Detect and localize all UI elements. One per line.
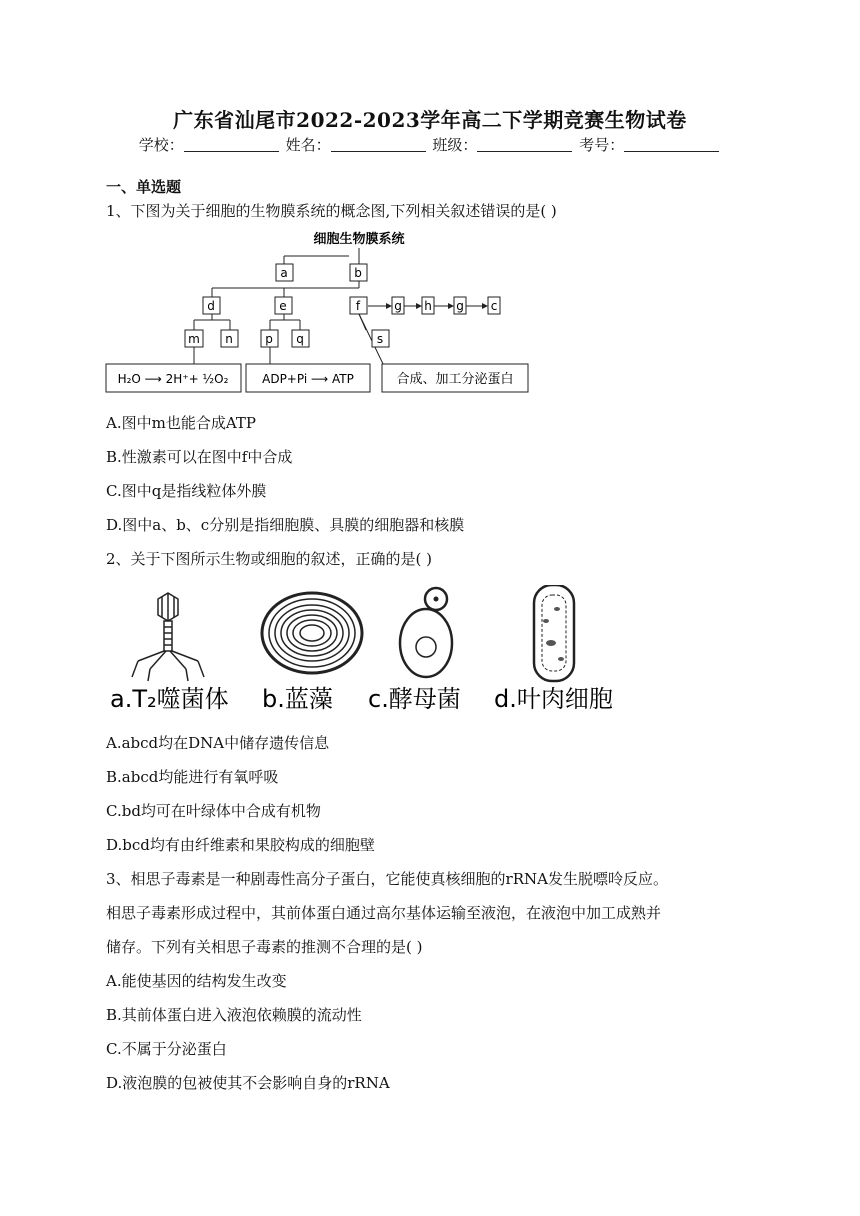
name-label: 姓名： — [285, 136, 331, 154]
node-p: p — [265, 332, 273, 346]
q3-stem-line-2: 相思子毒素形成过程中，其前体蛋白通过高尔基体运输至液泡，在液泡中加工成熟并 — [106, 904, 662, 922]
node-n: n — [225, 332, 233, 346]
mesophyll-cell-illustration — [534, 585, 574, 681]
q3-option-b: B.其前体蛋白进入液泡依赖膜的流动性 — [106, 1006, 362, 1024]
class-blank[interactable] — [477, 137, 572, 152]
node-f: f — [355, 299, 361, 313]
label-yeast: c.酵母菌 — [368, 685, 461, 713]
q1-option-a: A.图中m也能合成ATP — [106, 414, 256, 432]
exam-title: 广东省汕尾市2022-2023学年高二下学期竞赛生物试卷 — [173, 108, 687, 132]
node-g1: g — [394, 299, 402, 313]
node-d: d — [207, 299, 215, 313]
box-secretory-protein: 合成、加工分泌蛋白 — [396, 372, 514, 387]
node-s: s — [376, 332, 384, 346]
name-blank[interactable] — [331, 137, 426, 152]
school-label: 学校： — [138, 136, 184, 154]
q1-option-d: D.图中a、b、c分别是指细胞膜、具膜的细胞器和核膜 — [106, 516, 465, 534]
label-cyanobacteria: b.蓝藻 — [262, 685, 333, 713]
q3-stem-line-3: 储存。下列有关相思子毒素的推测不合理的是( ) — [106, 938, 423, 956]
label-phage: a.T₂噬菌体 — [110, 685, 229, 713]
school-blank[interactable] — [184, 137, 279, 152]
node-q: q — [296, 332, 304, 346]
q2-option-c: C.bd均可在叶绿体中合成有机物 — [106, 802, 321, 820]
q2-stem: 2、关于下图所示生物或细胞的叙述，正确的是( ) — [106, 550, 433, 568]
organism-figure — [106, 585, 626, 715]
q3-option-d: D.液泡膜的包被使其不会影响自身的rRNA — [106, 1074, 390, 1092]
exam-no-blank[interactable] — [624, 137, 719, 152]
q2-option-d: D.bcd均有由纤维素和果胶构成的细胞壁 — [106, 836, 375, 854]
phage-illustration — [132, 593, 204, 681]
yeast-illustration — [400, 588, 452, 677]
q1-stem: 1、下图为关于细胞的生物膜系统的概念图,下列相关叙述错误的是( ) — [106, 202, 557, 220]
student-info-line — [0, 134, 860, 155]
node-b: b — [354, 266, 362, 280]
node-e: e — [279, 299, 287, 313]
node-h: h — [424, 299, 432, 313]
q3-option-c: C.不属于分泌蛋白 — [106, 1040, 227, 1058]
diagram-title: 细胞生物膜系统 — [313, 232, 405, 247]
label-mesophyll: d.叶肉细胞 — [494, 685, 613, 713]
cyanobacteria-illustration — [262, 593, 362, 673]
q2-option-a: A.abcd均在DNA中储存遗传信息 — [106, 734, 330, 752]
q3-stem-line-1: 3、相思子毒素是一种剧毒性高分子蛋白，它能使真核细胞的rRNA发生脱嘌呤反应。 — [106, 870, 668, 888]
q3-option-a: A.能使基因的结构发生改变 — [106, 972, 287, 990]
node-g2: g — [456, 299, 464, 313]
class-label: 班级： — [432, 136, 478, 154]
exam-no-label: 考号： — [579, 136, 625, 154]
q1-option-b: B.性激素可以在图中f中合成 — [106, 448, 293, 466]
q2-option-b: B.abcd均能进行有氧呼吸 — [106, 768, 279, 786]
node-a: a — [280, 266, 288, 280]
section-heading: 一、单选题 — [106, 178, 182, 196]
box-atp-reaction: ADP+Pi ⟶ ATP — [262, 372, 354, 386]
membrane-concept-diagram — [104, 226, 544, 396]
box-water-reaction: H₂O ⟶ 2H⁺+ ½O₂ — [117, 372, 229, 386]
node-m: m — [188, 332, 200, 346]
q1-option-c: C.图中q是指线粒体外膜 — [106, 482, 267, 500]
node-c: c — [490, 299, 498, 313]
